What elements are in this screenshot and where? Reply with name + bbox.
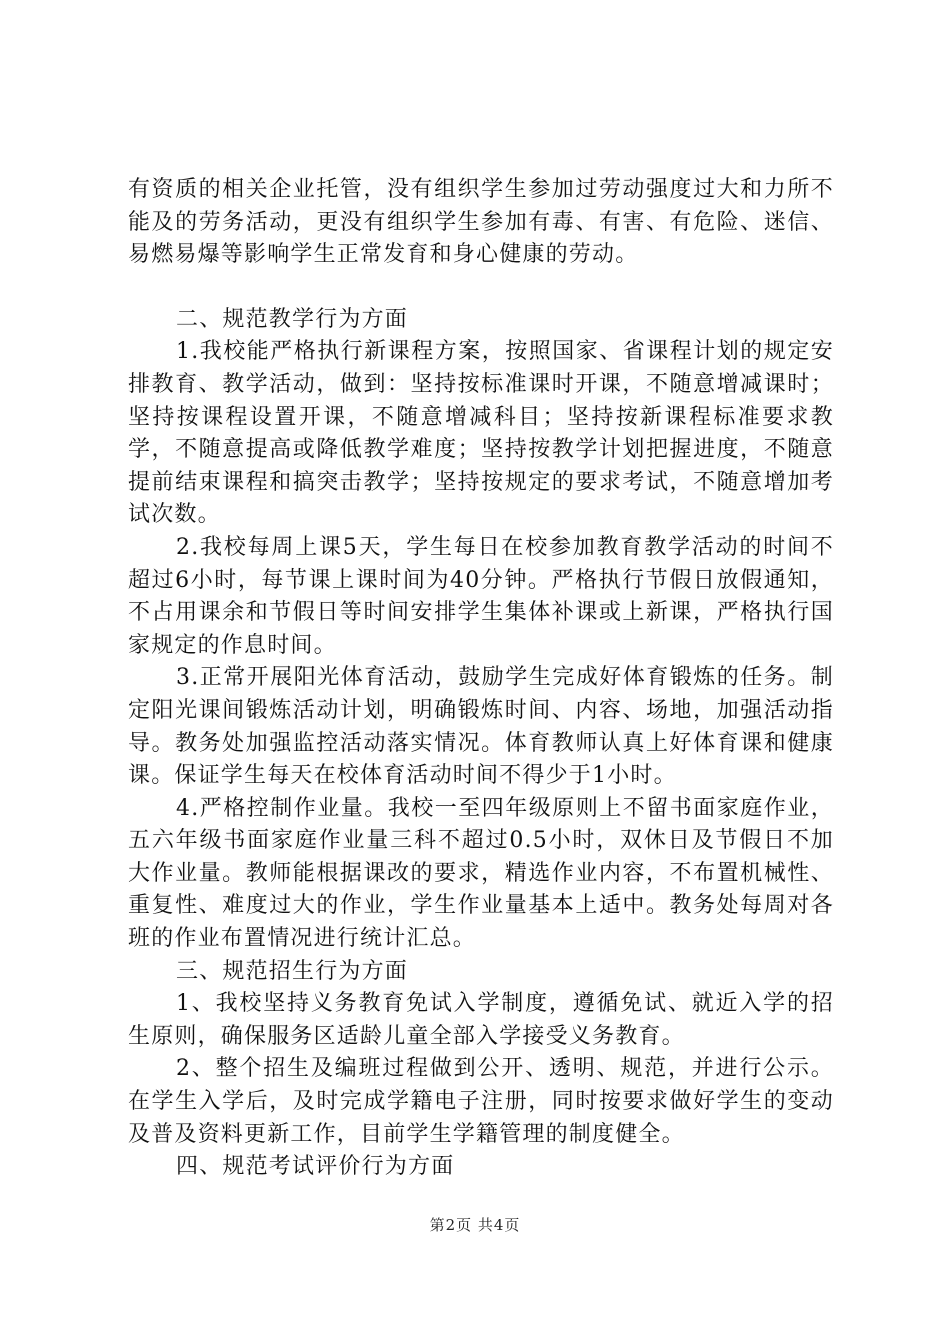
paragraph-gap [128,272,834,304]
paragraph-teaching-2: 2.我校每周上课5天，学生每日在校参加教育教学活动的时间不超过6小时，每节课上课时间为40分钟。严格执行节假日放假通知，不占用课余和节假日等时间安排学生集体补课或上新课，严格执行国家规定的作息时间。 [128,534,834,658]
section-heading-teaching: 二、规范教学行为方面 [176,306,409,332]
page-number-footer: 第2页 共4页 [429,1216,521,1234]
paragraph-teaching-1: 1.我校能严格执行新课程方案，按照国家、省课程计划的规定安排教育、教学活动，做到：坚持按标准课时开课，不随意增减课时；坚持按课程设置开课，不随意增减科目；坚持按新课程标准要求教学，不随意提高或降低教学难度；坚持按教学计划把握进度，不随意提前结束课程和搞突击教学；坚持按规定的要求考试，不随意增加考试次数。 [128,339,834,528]
paragraph-enrollment-1: 1、我校坚持义务教育免试入学制度，遵循免试、就近入学的招生原则，确保服务区适龄儿童全部入学接受义务教育。 [128,991,834,1049]
paragraph-teaching-3: 3.正常开展阳光体育活动，鼓励学生完成好体育锻炼的任务。制定阳光课间锻炼活动计划，明确锻炼时间、内容、场地，加强活动指导。教务处加强监控活动落实情况。体育教师认真上好体育课和健康课。保证学生每天在校体育活动时间不得少于1小时。 [128,665,834,789]
paragraph-continuation: 有资质的相关企业托管，没有组织学生参加过劳动强度过大和力所不能及的劳务活动，更没有组织学生参加有毒、有害、有危险、迷信、易燃易爆等影响学生正常发育和身心健康的劳动。 [128,177,834,268]
paragraph-teaching-4: 4.严格控制作业量。我校一至四年级原则上不留书面家庭作业，五六年级书面家庭作业量三科不超过0.5小时，双休日及节假日不加大作业量。教师能根据课改的要求，精选作业内容，不布置机械性、重复性、难度过大的作业，学生作业量基本上适中。教务处每周对各班的作业布置情况进行统计汇总。 [128,795,834,952]
paragraph-enrollment-2: 2、整个招生及编班过程做到公开、透明、规范，并进行公示。在学生入学后，及时完成学籍电子注册，同时按要求做好学生的变动及普及资料更新工作，目前学生学籍管理的制度健全。 [128,1056,834,1147]
document-body [128,174,834,1184]
section-heading-exam: 四、规范考试评价行为方面 [176,1154,455,1180]
section-heading-enrollment: 三、规范招生行为方面 [176,958,409,984]
